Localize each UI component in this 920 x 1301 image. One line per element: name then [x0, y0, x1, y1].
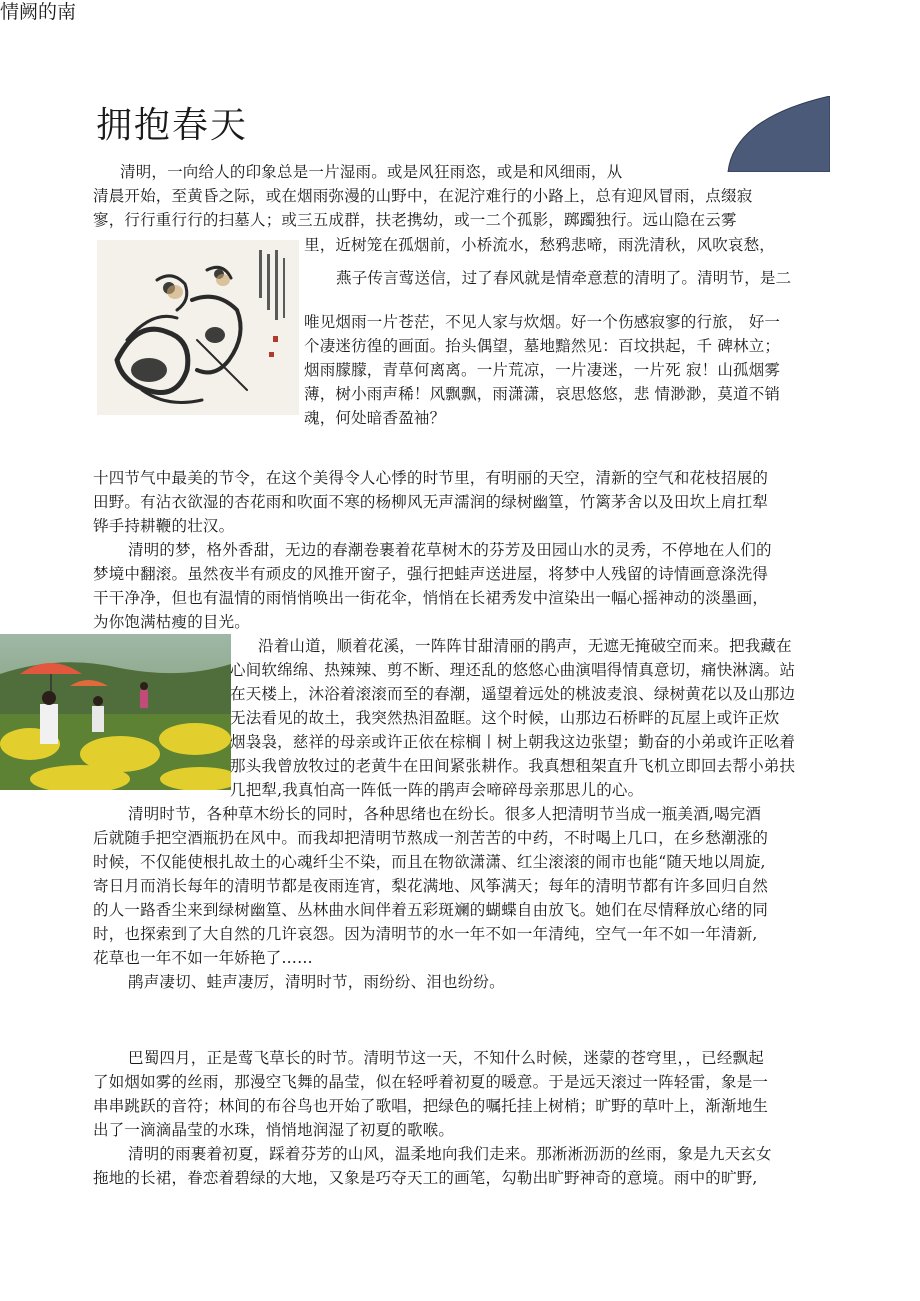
- text-line: 十四节气中最美的节令，在这个美得令人心悸的时节里，有明丽的天空，清新的空气和花枝招展的: [93, 469, 769, 487]
- text-line: 薄，树小雨声稀！风飘飘，雨潇潇，哀思悠悠，悲 情渺渺，莫道不销: [304, 385, 781, 403]
- text-line: 田野。有沾衣欲湿的杏花雨和吹面不寒的杨柳风无声濡润的绿树幽篁，竹篱茅舍以及田坎上肩扛犁: [93, 493, 769, 511]
- text-line: 巴蜀四月，正是莺飞草长的时节。清明节这一天，不知什么时候，迷蒙的苍穹里，，已经飘起: [128, 1049, 764, 1067]
- text-line: 清明的梦，格外香甜，无边的春潮卷裹着花草树木的芬芳及田园山水的灵秀，不停地在人们的: [128, 541, 772, 559]
- text-line: 清明时节，各种草木纷长的同时，各种思绪也在纷长。很多人把清明节当成一瓶美酒,喝完酒: [128, 805, 762, 823]
- text-line: 干干净净，但也有温情的雨悄悄唤出一街花伞，悄悄在长裙秀发中渲染出一幅心摇神动的淡墨画，: [93, 589, 769, 607]
- corner-decoration-shape: [720, 96, 830, 172]
- text-line: 烟袅袅，慈祥的母亲或许正依在棕榈丨树上朝我这边张望；勤奋的小弟或许正吆着: [230, 733, 796, 751]
- text-line: 后就随手把空酒瓶扔在风中。而我却把清明节熬成一剂苦苦的中药，不时喝上几口，在乡愁潮涨的: [93, 829, 769, 847]
- text-line: 鹃声凄切、蛙声凄厉，清明时节，雨纷纷、泪也纷纷。: [128, 973, 505, 991]
- text-line: 时，也探索到了大自然的几许哀怨。因为清明节的水一年不如一年清纯，空气一年不如一年清新,: [93, 925, 758, 943]
- text-line: 唯见烟雨一片苍茫，不见人家与炊烟。好一个伤感寂寥的行旅， 好一: [304, 313, 781, 331]
- section-subtitle: 情阙的南: [0, 1, 77, 23]
- ink-painting-image: [97, 240, 299, 415]
- text-line: 无法看见的故土，我突然热泪盈眶。这个时候，山那边石桥畔的瓦屋上或许正炊: [230, 709, 780, 727]
- text-line: 烟雨朦朦，青草何离离。一片荒凉，一片凄迷，一片死 寂！山孤烟雾: [304, 361, 781, 379]
- text-line: 寥，行行重行行的扫墓人；或三五成群，扶老携幼，或一二个孤影，踯躅独行。远山隐在云雾: [93, 211, 737, 229]
- text-line: 魂，何处暗香盈袖？: [304, 409, 446, 427]
- text-line: 出了一滴滴晶莹的水珠，悄悄地润湿了初夏的歌喉。: [93, 1121, 455, 1139]
- text-line: 清明，一向给人的印象总是一片湿雨。或是风狂雨恣，或是和风细雨，从: [120, 163, 623, 181]
- text-line: 串串跳跃的音符；林间的布谷鸟也开始了歌唱，把绿色的嘱托挂上树梢；旷野的草叶上，渐渐地生: [93, 1097, 769, 1115]
- text-line: 寄日月而消长每年的清明节都是夜雨连宵，梨花满地、风筝满天；每年的清明节都有许多回归自然: [93, 877, 769, 895]
- text-line: 燕子传言莺送信，过了春风就是情牵意惹的清明了。清明节，是二: [336, 269, 792, 287]
- text-line: 花草也一年不如一年娇艳了……: [93, 949, 313, 967]
- text-line: 的人一路香尘来到绿树幽篁、丛林曲水间伴着五彩斑斓的蝴蝶自由放飞。她们在尽情释放心绪的同: [93, 901, 769, 919]
- text-line: 个凄迷彷徨的画面。抬头偶望，墓地黯然见：百坟拱起，千 碑林立；: [304, 337, 781, 355]
- text-line: 拖地的长裙，眷恋着碧绿的大地，又象是巧夺天工的画笔，勾勒出旷野神奇的意境。雨中的旷野,: [93, 1169, 758, 1187]
- text-line: 清明的雨裹着初夏，踩着芬芳的山风，温柔地向我们走来。那淅淅沥沥的丝雨，象是九天玄女: [128, 1145, 772, 1163]
- umbrella-field-photo: [0, 634, 231, 790]
- text-line: 心间软绵绵、热辣辣、剪不断、理还乱的悠悠心曲演唱得情真意切，痛快淋漓。站: [230, 661, 796, 679]
- text-line: 了如烟如雾的丝雨，那漫空飞舞的晶莹，似在轻呼着初夏的暖意。于是远天滚过一阵轻雷，象是一: [93, 1073, 769, 1091]
- text-line: 几把犁,我真怕高一阵低一阵的鹃声会啼碎母亲那思儿的心。: [230, 781, 644, 799]
- text-line: 梦境中翻滚。虽然夜半有顽皮的风推开窗子，强行把蛙声送进屋，将梦中人残留的诗情画意涤洗得: [93, 565, 769, 583]
- text-line: 铧手持耕鞭的壮汉。: [93, 517, 235, 535]
- text-line: 清晨开始，至黄昏之际，或在烟雨弥漫的山野中，在泥泞难行的小路上，总有迎风冒雨，点缀寂: [93, 187, 753, 205]
- text-line: 为你饱满枯瘦的目光。: [93, 613, 251, 631]
- text-line: 沿着山道，顺着花溪，一阵阵甘甜清丽的鹃声，无遮无掩破空而来。把我藏在: [258, 637, 792, 655]
- text-line: 里，近树笼在孤烟前，小桥流水，愁鸦悲啼，雨洗清秋，风吹哀愁，: [304, 236, 776, 254]
- page-title: 拥抱春天: [96, 105, 249, 146]
- text-line: 时候，不仅能使根扎故土的心魂纤尘不染，而且在物欲潇潇、红尘滚滚的闹市也能“随天地以周旋,: [93, 853, 766, 871]
- text-line: 在天楼上，沐浴着滚滚而至的春潮，遥望着远处的桃波麦浪、绿树黄花以及山那边: [230, 685, 796, 703]
- text-line: 那头我曾放牧过的老黄牛在田间紧张耕作。我真想租架直升飞机立即回去帮小弟扶: [230, 757, 796, 775]
